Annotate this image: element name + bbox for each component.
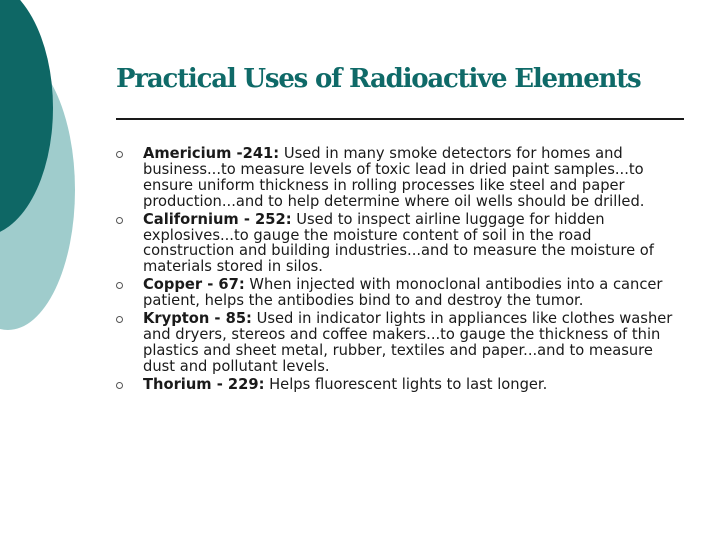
element-name: Americium -241:: [143, 145, 280, 162]
decorative-shapes: [0, 0, 120, 540]
element-description: Used in indicator lights in appliances like clothes washer and dryers, stereos and coffee makers...to gauge the thickness of thin plastics and sheet metal, rubber, textiles and paper...and to measure dust and pollutant levels.: [143, 310, 673, 375]
bullet-list: [116, 146, 682, 395]
list-item: [116, 146, 682, 210]
list-item: [116, 377, 682, 393]
circle-bullet-icon: [116, 382, 123, 389]
circle-bullet-icon: [116, 282, 123, 289]
element-name: Thorium - 229:: [143, 375, 265, 393]
list-item: [116, 311, 682, 375]
element-description: Helps fluorescent lights to last longer.: [264, 375, 548, 393]
title-divider: [116, 118, 684, 120]
element-description: Used to inspect airline luggage for hidden explosives...to gauge the moisture content of soil in the road construction and building industries...and to measure the moisture of materials stored in silos.: [143, 210, 654, 276]
element-description: When injected with monoclonal antibodies into a cancer patient, helps the antibodies bind to and destroy the tumor.: [143, 276, 663, 310]
list-item: [116, 212, 682, 276]
circle-bullet-icon: [116, 151, 123, 158]
element-name: Californium - 252:: [143, 210, 292, 228]
circle-bullet-icon: [116, 316, 123, 323]
slide-title: Practical Uses of Radioactive Elements: [116, 64, 641, 94]
element-name: Krypton - 85:: [143, 310, 252, 328]
element-name: Copper - 67:: [143, 276, 245, 294]
circle-bullet-icon: [116, 217, 123, 224]
element-description: Used in many smoke detectors for homes and business...to measure levels of toxic lead in dried paint samples...to ensure uniform thickness in rolling processes like steel and paper production...and to help determine where oil wells should be drilled.: [143, 145, 645, 210]
list-item: [116, 277, 682, 309]
